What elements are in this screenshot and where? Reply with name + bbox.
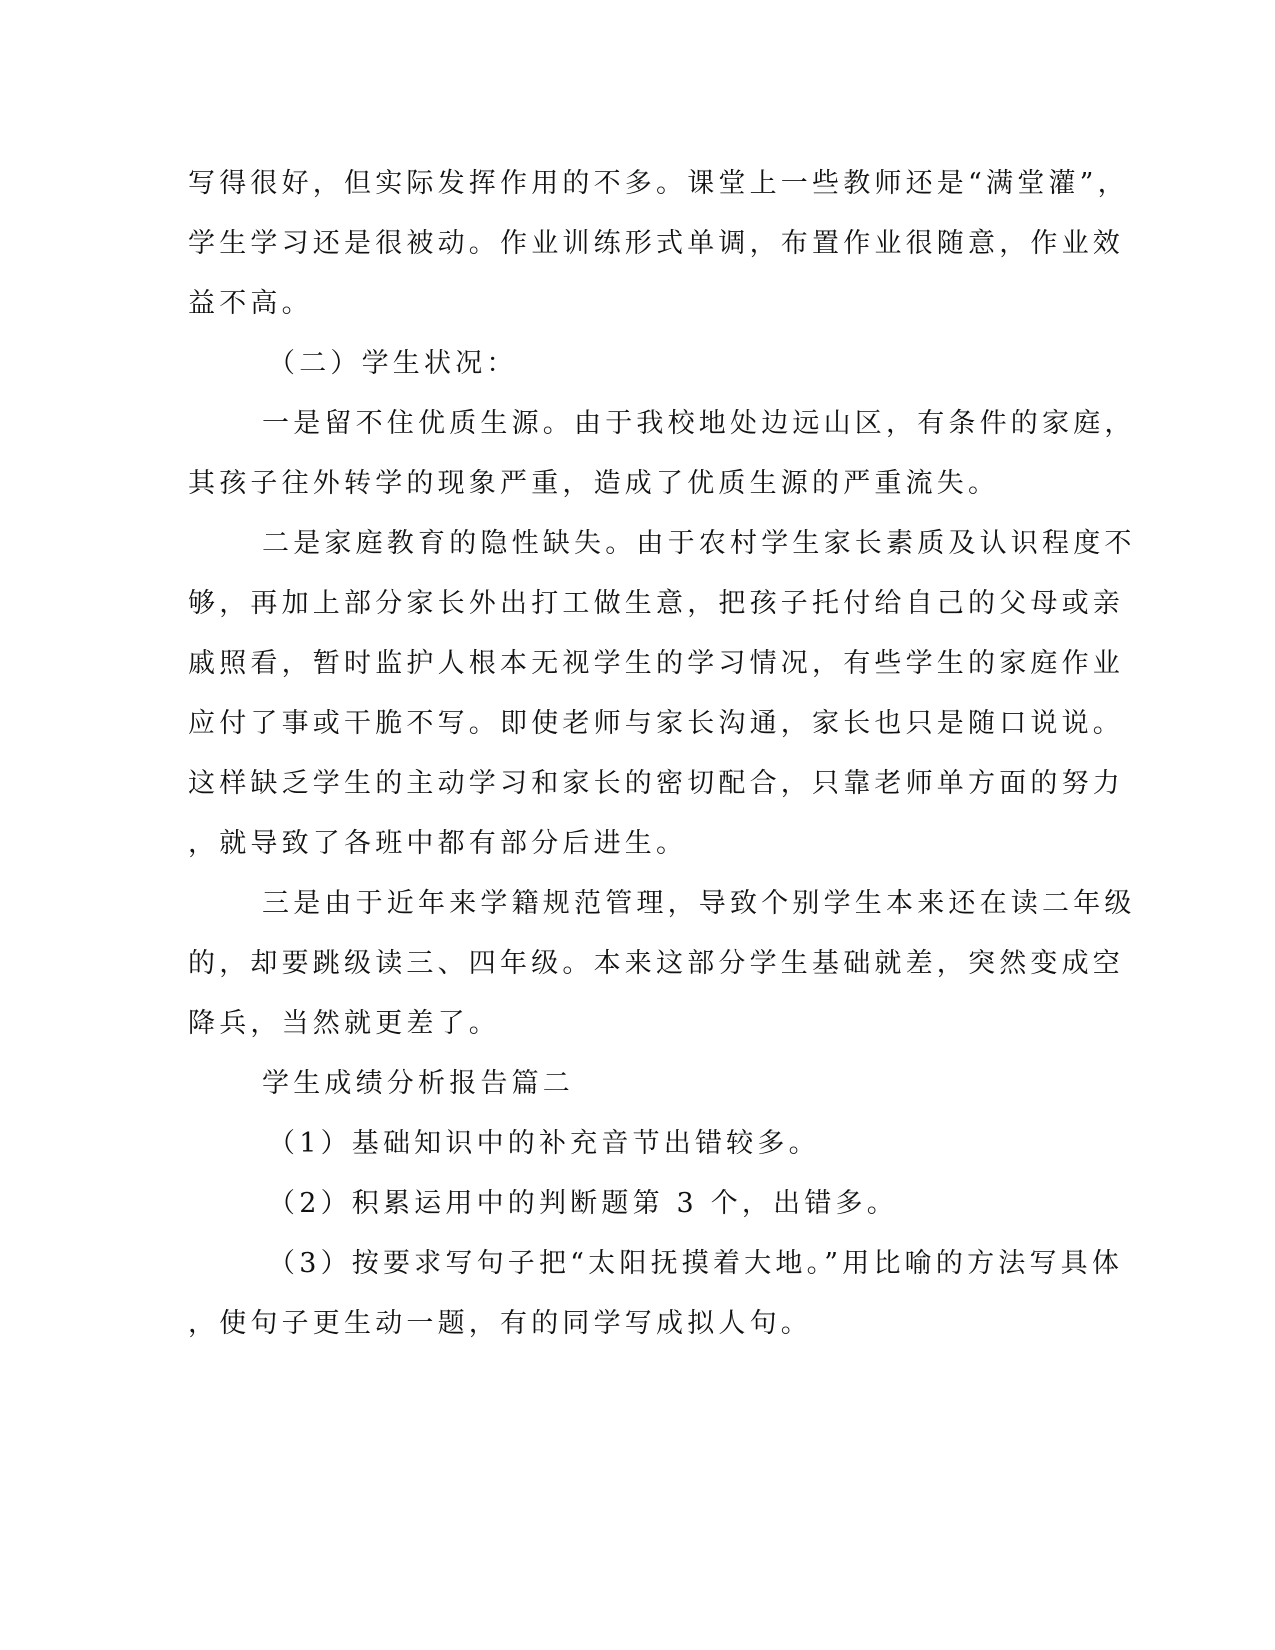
- paragraph-line: ，就导致了各班中都有部分后进生。: [188, 828, 688, 859]
- paragraph-line: 够，再加上部分家长外出打工做生意，把孩子托付给自己的父母或亲: [188, 588, 1124, 619]
- section-heading: （二）学生状况：: [268, 348, 518, 379]
- paragraph-line: 一是留不住优质生源。由于我校地处边远山区，有条件的家庭，: [262, 408, 1136, 439]
- paragraph-line: 降兵，当然就更差了。: [188, 1008, 500, 1039]
- section-title: 学生成绩分析报告篇二: [262, 1068, 574, 1099]
- list-item: （1）基础知识中的补充音节出错较多。: [268, 1128, 820, 1159]
- paragraph-line: 二是家庭教育的隐性缺失。由于农村学生家长素质及认识程度不: [262, 528, 1136, 559]
- list-item: （3）按要求写句子把“太阳抚摸着大地。”用比喻的方法写具体: [268, 1248, 1124, 1279]
- paragraph-line: 其孩子往外转学的现象严重，造成了优质生源的严重流失。: [188, 468, 1000, 499]
- paragraph-line: 益不高。: [188, 288, 313, 319]
- paragraph-line: 三是由于近年来学籍规范管理，导致个别学生本来还在读二年级: [262, 888, 1136, 919]
- paragraph-line: ，使句子更生动一题，有的同学写成拟人句。: [188, 1308, 812, 1339]
- paragraph-line: 应付了事或干脆不写。即使老师与家长沟通，家长也只是随口说说。: [188, 708, 1124, 739]
- paragraph-line: 戚照看，暂时监护人根本无视学生的学习情况，有些学生的家庭作业: [188, 648, 1124, 679]
- paragraph-line: 的，却要跳级读三、四年级。本来这部分学生基础就差，突然变成空: [188, 948, 1124, 979]
- paragraph-line: 学生学习还是很被动。作业训练形式单调，布置作业很随意，作业效: [188, 228, 1124, 259]
- list-item: （2）积累运用中的判断题第 3 个，出错多。: [268, 1188, 898, 1219]
- paragraph-line: 写得很好，但实际发挥作用的不多。课堂上一些教师还是“满堂灌”，: [188, 168, 1129, 199]
- paragraph-line: 这样缺乏学生的主动学习和家长的密切配合，只靠老师单方面的努力: [188, 768, 1124, 799]
